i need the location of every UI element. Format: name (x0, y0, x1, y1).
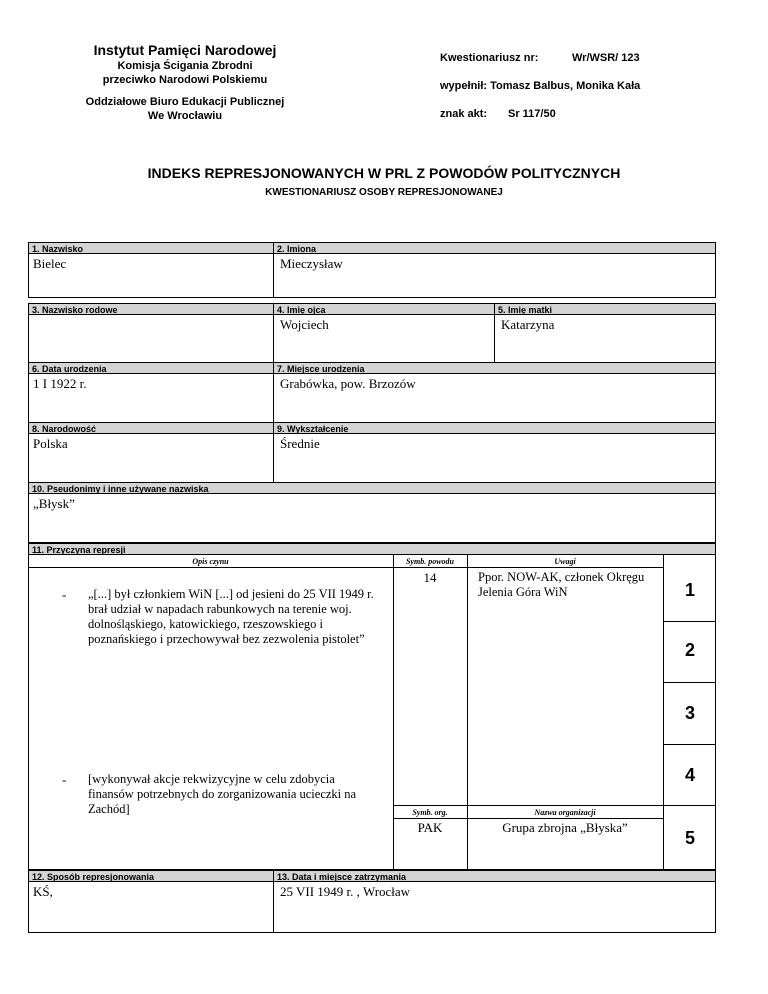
number-rule-3 (663, 744, 716, 745)
reason-symbol: 14 (423, 570, 437, 585)
mother-name-field[interactable] (494, 314, 716, 363)
symbol-column-header: Symb. powodu (405, 557, 454, 566)
maiden-name-field[interactable] (28, 314, 274, 363)
entry-number-4: 4 (684, 765, 695, 785)
page-subtitle: KWESTIONARIUSZ OSOBY REPRESJONOWANEJ (265, 187, 503, 198)
surname-value: Bielec (33, 256, 67, 271)
questionnaire-label: Kwestionariusz nr: (440, 52, 539, 64)
father-name-field[interactable] (273, 314, 495, 363)
questionnaire-number: Wr/WSR/ 123 (572, 52, 640, 64)
institute-name: Instytut Pamięci Narodowej (93, 42, 277, 58)
table-header-rule (28, 567, 663, 568)
repression-method-field[interactable] (28, 881, 274, 933)
entry-number-2: 2 (684, 640, 695, 660)
repression-method-label: 12. Sposób represjonowania (28, 870, 274, 882)
birth-place-field[interactable] (273, 373, 716, 423)
surname-field[interactable] (28, 253, 274, 298)
entry-number-3: 3 (684, 703, 695, 723)
office-line2: We Wrocławiu (147, 110, 223, 122)
file-label: znak akt: (440, 108, 488, 120)
maiden-name-label: 3. Nazwisko rodowe (28, 303, 274, 315)
repression-notes: Ppor. NOW-AK, członek Okręgu Jelenia Góra WiN (478, 570, 645, 599)
education-value: Średnie (280, 436, 320, 451)
arrest-label: 13. Data i miejsce zatrzymania (273, 870, 716, 882)
desc-dash-2: - (62, 772, 67, 787)
org-name-value: Grupa zbrojna „Błyska” (502, 820, 628, 835)
pseudonyms-value: „Błysk” (33, 496, 75, 511)
number-rule-4 (663, 805, 716, 806)
notes-column-header: Uwagi (554, 557, 576, 566)
pseudonyms-field[interactable] (28, 493, 716, 543)
org-name-header: Nazwa organizacji (534, 808, 596, 817)
act-description-2: [wykonywał akcje rekwizycyjne w celu zdobycia finansów potrzebnych do zorganizowania ucieczki na Zachód] (88, 772, 357, 816)
surname-label: 1. Nazwisko (28, 242, 274, 254)
desc-dash-1: - (62, 587, 67, 602)
given-names-value: Mieczysław (280, 256, 343, 271)
org-header-rule (393, 805, 663, 806)
birth-place-value: Grabówka, pow. Brzozów (280, 376, 416, 391)
arrest-value: 25 VII 1949 r. , Wrocław (280, 884, 411, 899)
father-name-label: 4. Imię ojca (273, 303, 495, 315)
given-names-field[interactable] (273, 253, 716, 298)
mother-name-label: 5. Imię matki (494, 303, 716, 315)
mother-name-value: Katarzyna (501, 317, 555, 332)
org-symbol-header: Symb. org. (412, 808, 448, 817)
birth-place-label: 7. Miejsce urodzenia (273, 362, 716, 374)
nationality-field[interactable] (28, 433, 274, 483)
arrest-field[interactable] (273, 881, 716, 933)
desc-column-header: Opis czynu (192, 557, 229, 566)
filled-by: wypełnił: Tomasz Balbus, Monika Kała (440, 80, 641, 92)
org-symbol-value: PAK (417, 820, 443, 835)
act-description-1: „[...] był członkiem WiN [...] od jesieni do 25 VII 1949 r. brał udział w napadach rabunkowych na terenie woj. dolnośląskiego, katowickiego, rzeszowskiego i poznańskiego i przechowywał bez zezwolenia pistolet” (88, 587, 374, 646)
nationality-value: Polska (33, 436, 68, 451)
file-number: Sr 117/50 (508, 108, 556, 120)
birth-date-label: 6. Data urodzenia (28, 362, 274, 374)
org-header-underline (393, 818, 663, 819)
office-line1: Oddziałowe Biuro Edukacji Publicznej (85, 96, 285, 108)
commission-line2: przeciwko Narodowi Polskiemu (102, 74, 268, 86)
given-names-label: 2. Imiona (273, 242, 716, 254)
education-label: 9. Wykształcenie (273, 422, 716, 434)
father-name-value: Wojciech (280, 317, 329, 332)
number-rule-2 (663, 682, 716, 683)
number-rule-1 (663, 621, 716, 622)
birth-date-value: 1 I 1922 r. (33, 376, 87, 391)
repression-reason-label: 11. Przyczyna represji (28, 543, 716, 555)
education-field[interactable] (273, 433, 716, 483)
pseudonyms-label: 10. Pseudonimy i inne używane nazwiska (28, 482, 716, 494)
page-title: INDEKS REPRESJONOWANYCH W PRL Z POWODÓW POLITYCZNYCH (147, 165, 621, 181)
repression-method-value: KŚ, (33, 884, 53, 899)
commission-line1: Komisja Ścigania Zbrodni (117, 60, 253, 72)
nationality-label: 8. Narodowość (28, 422, 274, 434)
entry-number-5: 5 (684, 828, 695, 848)
entry-number-1: 1 (684, 580, 695, 600)
birth-date-field[interactable] (28, 373, 274, 423)
